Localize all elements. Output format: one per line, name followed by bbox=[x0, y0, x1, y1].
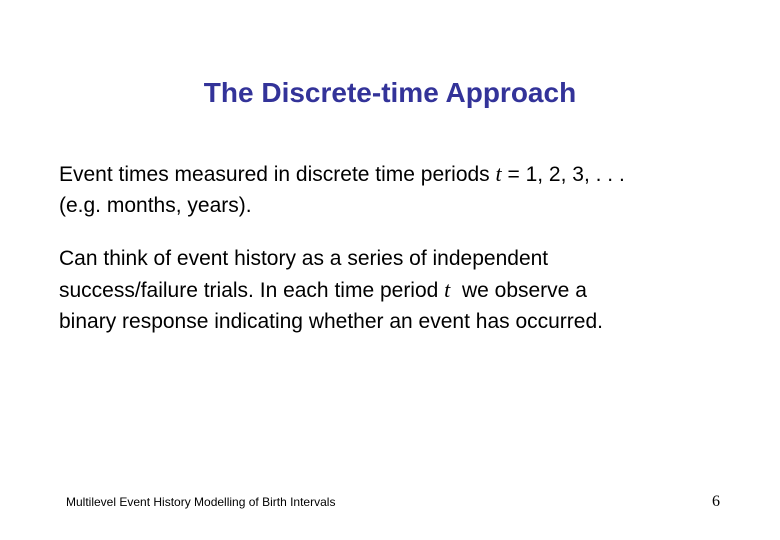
page-number: 6 bbox=[712, 493, 720, 510]
variable-t: t bbox=[495, 161, 502, 186]
paragraph-line bbox=[59, 274, 759, 306]
text-segment: success/failure trials. In each time period bbox=[59, 279, 445, 302]
paragraph-line: Can think of event history as a series of independent bbox=[59, 247, 549, 270]
paragraph-line: binary response indicating whether an event has occurred. bbox=[59, 310, 603, 333]
paragraph-event-history bbox=[59, 243, 759, 337]
variable-t: t bbox=[444, 277, 451, 302]
text-segment: = 1, 2, 3, . . . bbox=[501, 163, 625, 186]
text-segment: Event times measured in discrete time periods bbox=[59, 163, 496, 186]
paragraph-discrete-time bbox=[59, 158, 759, 221]
slide-title: The Discrete-time Approach bbox=[203, 77, 577, 108]
text-segment: we observe a bbox=[450, 279, 587, 302]
paragraph-line bbox=[59, 158, 759, 190]
footer-text: Multilevel Event History Modelling of Birth Intervals bbox=[66, 495, 336, 509]
paragraph-line: (e.g. months, years). bbox=[59, 194, 252, 217]
